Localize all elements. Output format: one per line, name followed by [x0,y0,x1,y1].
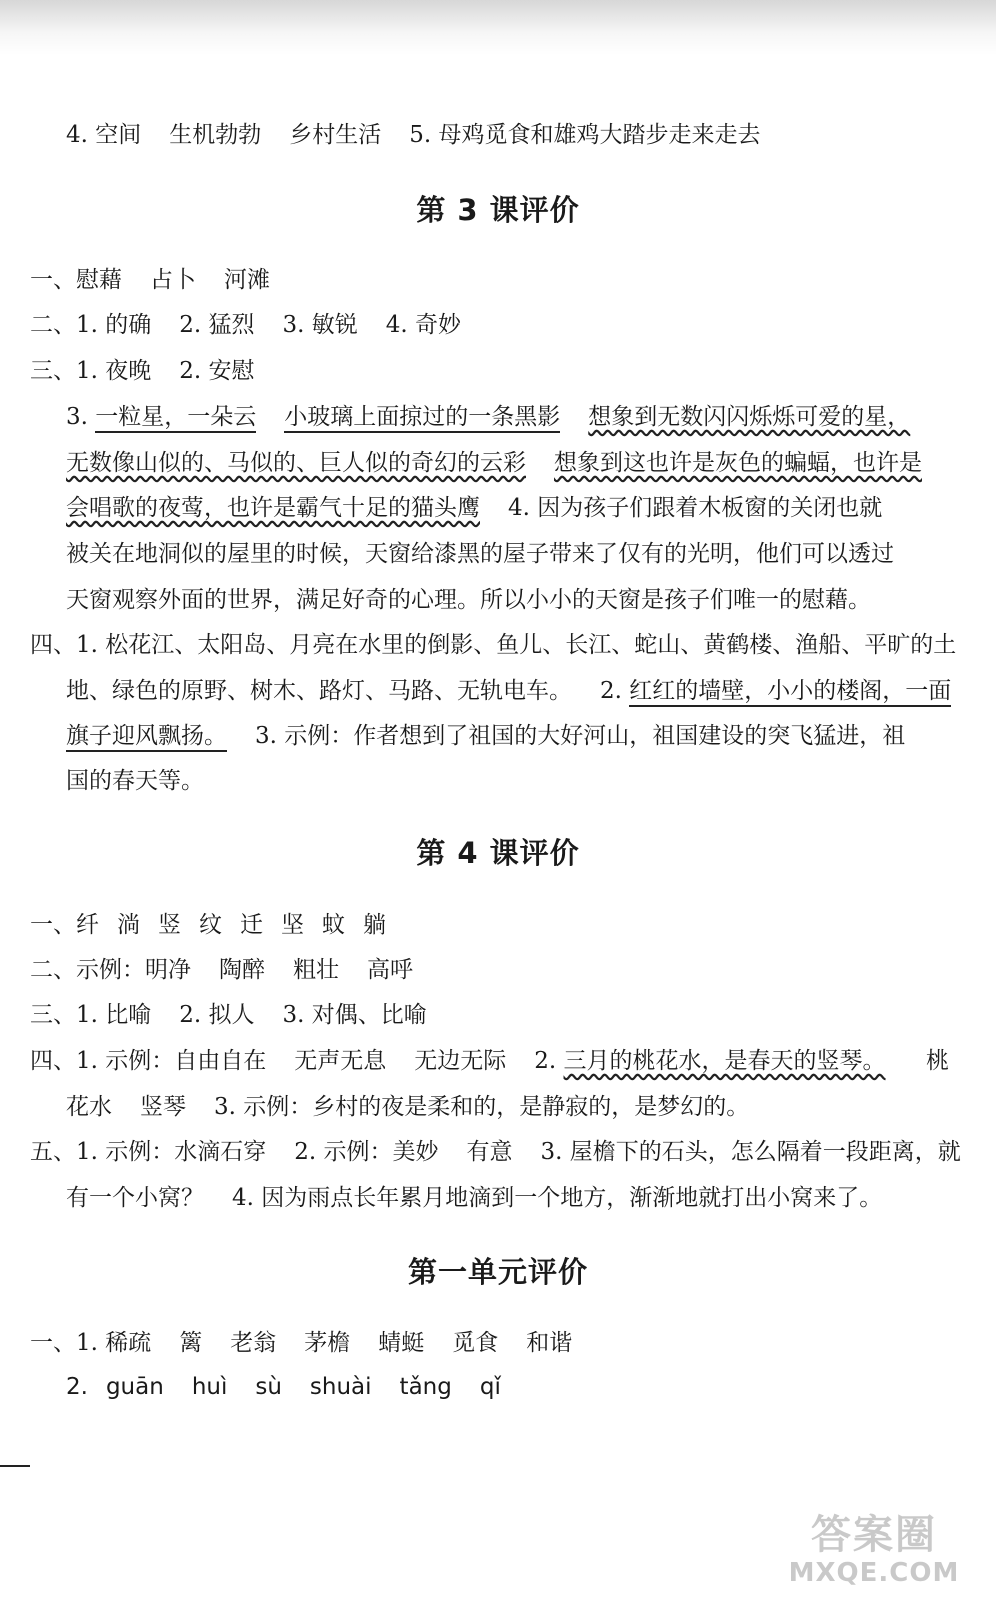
answer-text: 3. 示例：作者想到了祖国的大好河山，祖国建设的突飞猛进，祖 [255,723,906,749]
lesson3-title: 第 3 课评价 [416,193,580,227]
answer-text: 纹 [199,912,222,938]
answer-text: 3. 敏锐 [282,312,358,338]
lesson4-q4-wrap-char: 桃 [926,1048,949,1074]
answer-text: 有意 [466,1139,513,1165]
answer-text: 5. 母鸡觅食和雄鸡大踏步走来走去 [409,122,761,148]
answer-text: 2. 安慰 [179,358,255,384]
answer-text: 四、1. 示例：自由自在 [30,1048,267,1074]
lesson4-q1 [30,910,386,940]
answer-text: 躺 [363,912,386,938]
lesson4-q4 [30,1046,886,1076]
answer-text: 二、示例：明净 [30,957,191,983]
unit1-q1 [30,1328,572,1358]
answer-text: 2. 示例：美妙 [294,1139,439,1165]
pinyin-text: guān [105,1374,164,1400]
answer-text: 2. [600,678,630,704]
answer-text: 蚊 [322,912,345,938]
answer-text: 觅食 [452,1330,499,1356]
lesson4-q5-cont [66,1183,882,1213]
pinyin-text: tǎng [399,1374,452,1400]
answer-text: 4. 因为孩子们跟着木板窗的关闭也就 [508,495,883,521]
pinyin-text: qǐ [479,1374,501,1400]
answer-text: 迁 [240,912,263,938]
answer-text: 2. 拟人 [179,1002,255,1028]
answer-text: 无边无际 [414,1048,507,1074]
answer-text: 2. [534,1048,564,1074]
straight-underlined-text: 红红的墙壁，小小的楼阁，一面 [629,678,951,707]
answer-text: 3. [66,404,96,430]
straight-underlined-text: 一粒星，一朵云 [95,404,256,433]
answer-text: 一、纤 [30,912,99,938]
answer-text: 淌 [117,912,140,938]
lesson4-q5 [30,1137,961,1167]
lesson3-q4-cont [66,676,951,706]
lesson4-q2 [30,955,413,985]
answer-text: 陶醉 [219,957,265,983]
answer-text: 蜻蜓 [378,1330,425,1356]
answer-text: 生机勃勃 [169,122,262,148]
answer-text: 三、1. 比喻 [30,1002,152,1028]
answer-text: 一、慰藉 [30,267,122,293]
unit1-q1-pinyin [66,1372,501,1402]
lesson3-q4-part3 [66,721,905,751]
answer-text: 二、1. 的确 [30,312,152,338]
straight-underlined-text: 小玻璃上面掠过的一条黑影 [284,404,560,433]
site-watermark [774,1512,974,1592]
answer-text: 地、绿色的原野、树木、路灯、马路、无轨电车。 [66,678,572,704]
intro-answer-line [66,120,761,150]
answer-text: 粗壮 [293,957,339,983]
answer-text: 河滩 [224,267,270,293]
answer-text: 4. 奇妙 [385,312,462,338]
watermark-url-text: MXQE.COM [788,1558,960,1588]
margin-dash [0,1465,30,1467]
lesson4-q4-cont [66,1092,749,1122]
lesson3-q3-part4 [66,493,882,523]
lesson3-q4: 四、1. 松花江、太阳岛、月亮在水里的倒影、鱼儿、长江、蛇山、黄鹤楼、渔船、平旷的土 [30,632,957,658]
answer-text: 占卜 [150,267,196,293]
lesson4-title: 第 4 课评价 [416,836,580,870]
answer-text: 4. 因为雨点长年累月地滴到一个地方，渐渐地就打出小窝来了。 [232,1185,883,1211]
lesson4-q3 [30,1000,427,1030]
lesson3-q3-part3-cont [66,448,922,478]
answer-text: 2. 猛烈 [179,312,255,338]
answer-text: 有一个小窝？ [66,1185,204,1211]
answer-text: 五、1. 示例：水滴石穿 [30,1139,267,1165]
answer-text: 一、1. 稀疏 [30,1330,152,1356]
unit1-title: 第一单元评价 [407,1255,588,1289]
wavy-underlined-text: 会唱歌的夜莺，也许是霸气十足的猫头鹰 [66,495,480,521]
answer-text: 竖 [158,912,181,938]
answer-text: 坚 [281,912,304,938]
pinyin-text: sù [255,1374,282,1400]
answer-text: 3. 示例：乡村的夜是柔和的，是静寂的，是梦幻的。 [214,1094,750,1120]
pinyin-text: huì [191,1374,228,1400]
pinyin-text: shuài [309,1374,372,1400]
lesson3-q3-part3 [66,402,910,432]
lesson3-text-line: 天窗观察外面的世界，满足好奇的心理。所以小小的天窗是孩子们唯一的慰藉。 [66,587,871,613]
answer-text: 3. 屋檐下的石头，怎么隔着一段距离，就 [540,1139,961,1165]
lesson3-q3 [30,356,255,386]
lesson3-q1 [30,265,270,295]
answer-text: 和谐 [526,1330,573,1356]
lesson3-q2 [30,310,461,340]
answer-text: 4. 空间 [66,122,142,148]
answer-text: 花水 [66,1094,112,1120]
answer-text: 茅檐 [304,1330,351,1356]
answer-text: 老翁 [230,1330,277,1356]
wavy-underlined-text: 想象到这也许是灰色的蝙蝠，也许是 [554,450,922,476]
wavy-underlined-text: 无数像山似的、马似的、巨人似的奇幻的云彩 [66,450,526,476]
answer-text: 篱 [179,1330,203,1356]
answer-text: 三、1. 夜晚 [30,358,152,384]
answer-text: 无声无息 [294,1048,387,1074]
answer-text: 乡村生活 [289,122,382,148]
wavy-underlined-text: 三月的桃花水，是春天的竖琴。 [563,1048,886,1074]
lesson3-text-line: 被关在地洞似的屋里的时候，天窗给漆黑的屋子带来了仅有的光明，他们可以透过 [66,541,894,567]
answer-text: 3. 对偶、比喻 [282,1002,427,1028]
wavy-underlined-text: 想象到无数闪闪烁烁可爱的星， [588,404,911,430]
straight-underlined-text: 旗子迎风飘扬。 [66,723,227,752]
answer-text: 竖琴 [140,1094,186,1120]
watermark-logo-text: 答案圈 [811,1512,937,1558]
answer-text: 2. [66,1374,88,1400]
lesson3-text-line: 国的春天等。 [66,768,204,794]
answer-text: 高呼 [367,957,413,983]
